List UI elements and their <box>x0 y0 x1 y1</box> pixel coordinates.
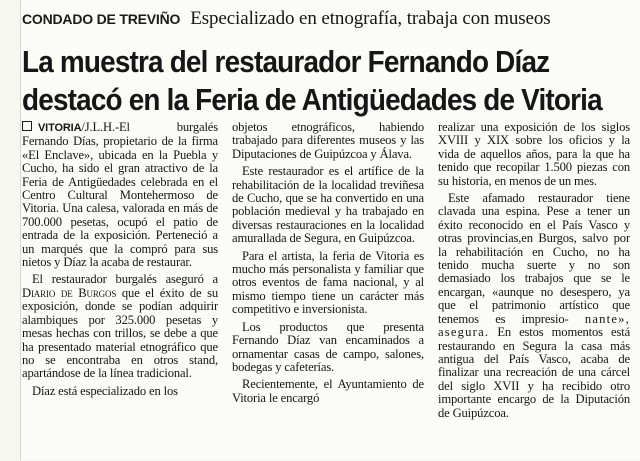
column-2 <box>232 121 424 461</box>
paragraph: Los productos que presenta Fernando Díaz van encaminados a ornamentar casas de campo, salones, bodegas y cafeterías. <box>232 319 424 374</box>
paragraph: Para el artista, la feria de Vitoria es mucho más personalista y familiar que otros eventos de fama nacional, y al mismo tiempo tiene un carácter más competitivo e inversionista. <box>232 248 424 317</box>
paragraph-text: El restaurador burgalés aseguró a <box>32 272 218 287</box>
paragraph-text: El burgalés Fernando Días, propietario de la firma «El Enclave», ubicada en la Puebla y Cucho, ha sido el gran atractivo de la Feria de Antigüedades celebrada en el Centro Cultural Montehermoso de Vitoria. Una calesa, valorada en más de 700.000 pesetas, ocupó el patio de entrada de la exposición. Perteneció a un marqués que la compró para sus nietos y Díaz la acaba de restaurar. <box>22 121 218 270</box>
paragraph-text: En estos momentos está restaurando en Segura la casa más antigua del País Vasco, acaba de finalizar una recreación de una cárcel del siglo XVII y ha recibido otro importante encargo de la Diputación de Guipúzcoa. <box>438 325 630 420</box>
dateline: VITORIA <box>38 122 82 134</box>
square-bullet-icon <box>22 121 32 131</box>
paragraph <box>22 121 218 269</box>
byline: /J.L.H.- <box>81 121 120 134</box>
paragraph <box>438 192 630 420</box>
newspaper-name: Diario de Burgos <box>22 285 117 300</box>
paragraph: objetos etnográficos, habiendo trabajado para diferentes museos y las Diputaciones de Guipúzcoa y Álava. <box>232 121 424 161</box>
paragraph: Este restaurador es el artífice de la rehabilitación de la localidad treviñesa de Cucho, que se ha convertido en una población medieval y ha trabajado en diversas restauraciones en la localidad amurallada de Segura, en Guipúzcoa. <box>232 164 424 246</box>
headline <box>22 43 602 119</box>
paragraph <box>22 273 218 380</box>
paragraph-text: que el éxito de su exposición, donde se podían adquirir alambiques por 325.000 pesetas y mesas hechas con trillos, se debe a que ha presentado material etnográfico que no se encontraba en otros stand, apartándose de la línea tradicional. <box>22 285 218 381</box>
column-3 <box>438 121 630 461</box>
article-body <box>22 121 630 461</box>
quote-end: nante», asegura. <box>438 311 630 340</box>
section-title: CONDADO DE TREVIÑO <box>22 11 181 27</box>
headline-line-2: destacó en la Feria de Antigüedades de Vitoria <box>22 82 602 117</box>
paragraph: realizar una exposición de los siglos XVIII y XIX sobre los oficios y la vida de aquellos años, para la que ha tenido que recopilar 1.500 piezas con su historia, en menos de un mes. <box>438 121 630 188</box>
column-1 <box>22 121 218 461</box>
paragraph: Recientemente, el Ayuntamiento de Vitoria le encargó <box>232 377 424 405</box>
section-header <box>22 8 630 34</box>
kicker: Especializado en etnografía, trabaja con museos <box>190 8 551 29</box>
paragraph-text: Este afamado restaurador tiene clavada una espina. Pese a tener un éxito reconocido en el País Vasco y otras provincias,en Burgos, salvo por la rehabilitación en Cucho, no ha tenido mucha suerte y no son demasiado los trabajos que se le encargan, «aunque no desespero, ya que el patrimonio artístico que tenemos es impresio- <box>438 191 630 326</box>
headline-line-1: La muestra del restaurador Fernando Díaz <box>22 44 550 79</box>
paragraph: Díaz está especializado en los <box>32 383 178 398</box>
